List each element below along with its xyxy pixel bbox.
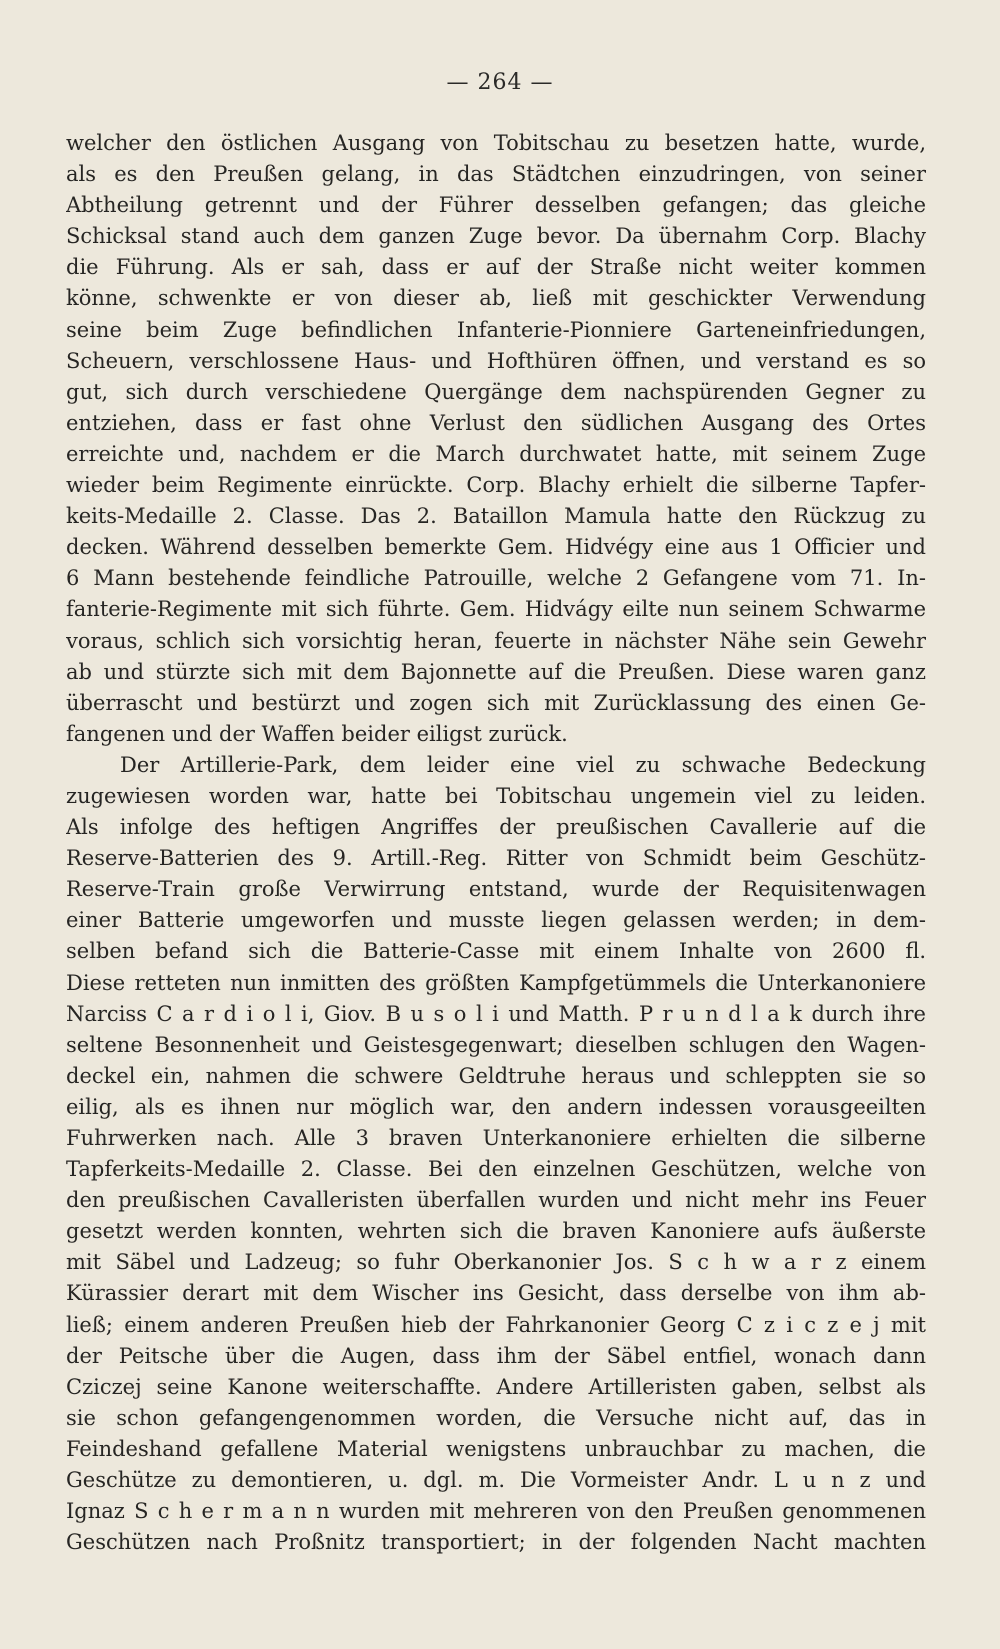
text-line: zugewiesen worden war, hatte bei Tobitschau ungemein viel zu leiden. xyxy=(66,783,926,808)
text-line: sie schon gefangengenommen worden, die Versuche nicht auf, das in xyxy=(66,1405,926,1430)
text-line: Narciss C a r d i o l i, Giov. B u s o l i und Matth. P r u n d l a k durch ihre xyxy=(66,1001,926,1026)
text-line: Ignaz S c h e r m a n n wurden mit mehreren von den Preußen genommenen xyxy=(66,1499,926,1524)
body-text xyxy=(66,128,926,1558)
text-line: Reserve-Train große Verwirrung entstand, wurde der Requisitenwagen xyxy=(66,877,926,902)
text-line: Als infolge des heftigen Angriffes der preußischen Cavallerie auf die xyxy=(66,815,926,840)
text-line: den preußischen Cavalleristen überfallen wurden und nicht mehr ins Feuer xyxy=(66,1188,926,1213)
text-line: eilig, als es ihnen nur möglich war, den andern indessen vorausgeeilten xyxy=(66,1094,926,1119)
text-line: überrascht und bestürzt und zogen sich mit Zurücklassung des einen Ge- xyxy=(66,690,926,715)
text-line: selben befand sich die Batterie-Casse mit einem Inhalte von 2600 fl. xyxy=(66,939,926,964)
text-line: mit Säbel und Ladzeug; so fuhr Oberkanonier Jos. S c h w a r z einem xyxy=(66,1250,926,1275)
text-line: fangenen und der Waffen beider eiligst zurück. xyxy=(66,721,568,746)
text-line: deckel ein, nahmen die schwere Geldtruhe heraus und schleppten sie so xyxy=(66,1063,926,1088)
text-line: könne, schwenkte er von dieser ab, ließ mit geschickter Verwendung xyxy=(66,286,926,311)
text-line: seltene Besonnenheit und Geistesgegenwart; dieselben schlugen den Wagen- xyxy=(66,1032,926,1057)
text-line: Reserve-Batterien des 9. Artill.-Reg. Ritter von Schmidt beim Geschütz- xyxy=(66,846,926,871)
text-line: Tapferkeits-Medaille 2. Classe. Bei den einzelnen Geschützen, welche von xyxy=(66,1157,926,1182)
page-number: — 264 — xyxy=(446,70,554,95)
text-line: Geschütze zu demontieren, u. dgl. m. Die Vormeister Andr. L u n z und xyxy=(66,1468,926,1493)
text-line: Schicksal stand auch dem ganzen Zuge bevor. Da übernahm Corp. Blachy xyxy=(66,224,926,249)
text-line: Feindeshand gefallene Material wenigstens unbrauchbar zu machen, die xyxy=(66,1436,926,1461)
text-line: welcher den östlichen Ausgang von Tobitschau zu besetzen hatte, wurde, xyxy=(66,131,926,155)
text-line: Cziczej seine Kanone weiterschaffte. Andere Artilleristen gaben, selbst als xyxy=(66,1374,926,1399)
text-line: ließ; einem anderen Preußen hieb der Fahrkanonier Georg C z i c z e j mit xyxy=(66,1312,926,1337)
text-line: Der Artillerie-Park, dem leider eine viel zu schwache Bedeckung xyxy=(120,752,926,777)
text-line: die Führung. Als er sah, dass er auf der Straße nicht weiter kommen xyxy=(66,255,926,280)
text-line: gut, sich durch verschiedene Quergänge dem nachspürenden Gegner zu xyxy=(66,379,926,404)
text-line: wieder beim Regimente einrückte. Corp. Blachy erhielt die silberne Tapfer- xyxy=(66,473,926,498)
text-line: Geschützen nach Proßnitz transportiert; in der folgenden Nacht machten xyxy=(66,1530,926,1555)
text-line: einer Batterie umgeworfen und musste liegen gelassen werden; in dem- xyxy=(66,908,926,933)
text-line: voraus, schlich sich vorsichtig heran, feuerte in nächster Nähe sein Gewehr xyxy=(66,628,926,653)
text-line: keits-Medaille 2. Classe. Das 2. Bataillon Mamula hatte den Rückzug zu xyxy=(66,504,926,529)
text-line: Abtheilung getrennt und der Führer desselben gefangen; das gleiche xyxy=(66,193,926,218)
text-line: decken. Während desselben bemerkte Gem. Hidvégy eine aus 1 Officier und xyxy=(66,535,926,560)
text-line: entziehen, dass er fast ohne Verlust den südlichen Ausgang des Ortes xyxy=(66,410,926,435)
text-line: als es den Preußen gelang, in das Städtchen einzudringen, von seiner xyxy=(66,162,926,187)
text-line: ab und stürzte sich mit dem Bajonnette auf die Preußen. Diese waren ganz xyxy=(66,659,926,684)
text-line: erreichte und, nachdem er die March durchwatet hatte, mit seinem Zuge xyxy=(66,441,926,466)
text-line: Scheuern, verschlossene Haus- und Hofthüren öffnen, und verstand es so xyxy=(66,348,926,373)
text-line: seine beim Zuge befindlichen Infanterie-Pionniere Garteneinfriedungen, xyxy=(66,317,926,342)
text-line: gesetzt werden konnten, wehrten sich die braven Kanoniere aufs äußerste xyxy=(66,1219,926,1244)
text-line: Fuhrwerken nach. Alle 3 braven Unterkanoniere erhielten die silberne xyxy=(66,1126,926,1150)
text-line: 6 Mann bestehende feindliche Patrouille, welche 2 Gefangene vom 71. In- xyxy=(66,566,926,591)
text-line: Kürassier derart mit dem Wischer ins Gesicht, dass derselbe von ihm ab- xyxy=(66,1281,926,1306)
text-line: fanterie-Regimente mit sich führte. Gem. Hidvágy eilte nun seinem Schwarme xyxy=(66,597,926,622)
text-line: Diese retteten nun inmitten des größten Kampfgetümmels die Unterkanoniere xyxy=(66,970,926,995)
text-line: der Peitsche über die Augen, dass ihm der Säbel entfiel, wonach dann xyxy=(66,1343,926,1368)
